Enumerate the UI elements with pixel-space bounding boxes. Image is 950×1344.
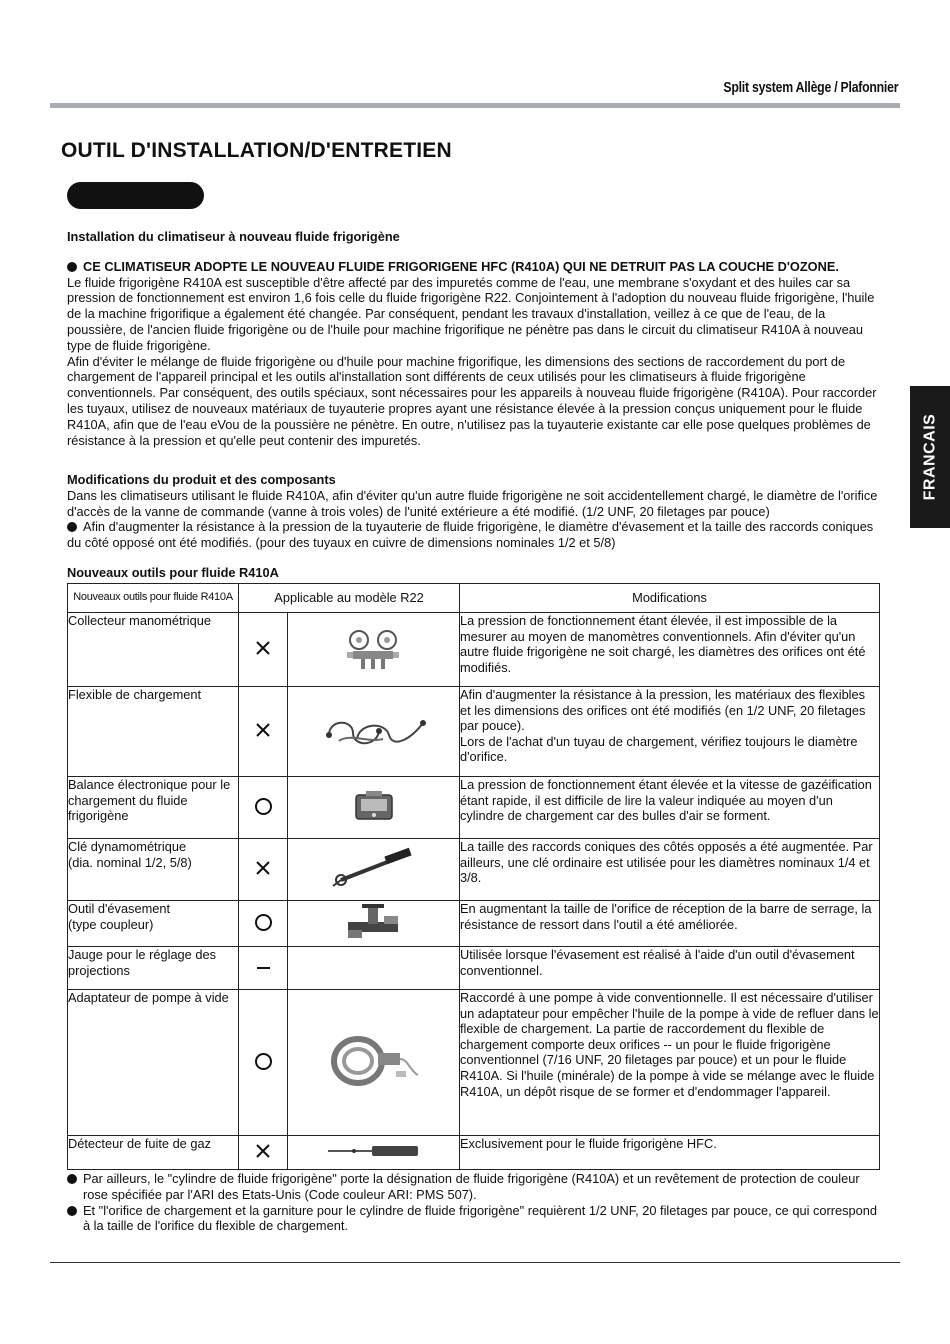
tools-table-heading: Nouveaux outils pour fluide R410A — [67, 565, 279, 580]
charging-hose-icon — [319, 735, 429, 750]
tool-picture — [288, 613, 460, 687]
cross-icon — [256, 861, 270, 878]
bullet-icon — [67, 1174, 77, 1184]
vacuum-pump-adapter-icon — [326, 1079, 422, 1094]
section-pill — [67, 182, 204, 209]
header-tool-name: Nouveaux outils pour fluide R410A — [68, 584, 239, 613]
cross-icon — [256, 641, 270, 658]
tool-modifications: Raccordé à une pompe à vide conventionnelle. Il est nécessaire d'utiliser un adaptateur pour empêcher l'huile de la pompe à vide de refluer dans le flexible de chargement. La partie de raccordement du flexible de chargement comporte deux orifices -- un pour le fluide frigorigène conventionnel (7/16 UNF, 20 filetages par pouce) et un pour le fluide R410A. Si l'huile (minérale) de la pompe à vide se mélange avec le fluide R410A, un dépôt risque de se former et d'endommager l'appareil. — [460, 990, 880, 1136]
tools-table — [67, 583, 880, 1170]
tool-picture — [288, 1136, 460, 1170]
tool-modifications: La pression de fonctionnement étant élevée, il est impossible de la mesurer au moyen de manomètres conventionnels. Afin d'éviter qu'un autre fluide frigorigène ne soit chargé, les diamètres des orifices ont été modifiés. — [460, 613, 880, 687]
circle-icon — [255, 1053, 272, 1070]
not-applicable-mark — [239, 839, 288, 901]
tool-name: Balance électronique pour le chargement du fluide frigorigène — [68, 777, 239, 839]
torque-wrench-icon — [329, 878, 419, 893]
intro-paragraph-2: Afin d'éviter le mélange de fluide frigorigène ou d'huile pour machine frigorifique, les dimensions des sections de raccordement du port de chargement de l'appareil principal et les outils al'installation sont différents de ceux utilisés pour les climatiseurs à fluide frigorigène conventionnels. Par conséquent, des outils spéciaux, sont nécessaires pour les appareils à nouveau fluide frigorigène (R410A). Pour raccorder les tuyaux, utilisez de nouveaux matériaux de tuyauterie propres ayant une résistance élevée à la pression conçus uniquement pour le fluide R410A, afin que de l'eau eVou de la poussière ne pénètre. En outre, n'utilisez pas la tuyauterie existante car elle pose quelques problèmes de résistance à la pression et qu'elle peut contenir des impuretés. — [67, 353, 877, 448]
tool-modifications: En augmentant la taille de l'orifice de réception de la barre de serrage, la résistance de ressort dans l'outil a été améliorée. — [460, 901, 880, 947]
footer-note-1: Par ailleurs, le "cylindre de fluide frigorigène" porte la désignation de fluide frigorigène (R410A) et un revêtement de protection de couleur rose spécifiée par l'ARI des Etats-Unis (Code couleur ARI: PMS 507). — [67, 1171, 885, 1203]
modifications-heading: Modifications du produit et des composants — [67, 472, 336, 487]
bullet-icon — [67, 522, 77, 532]
tool-picture — [288, 901, 460, 947]
tool-picture — [288, 777, 460, 839]
tool-picture — [288, 687, 460, 777]
not-applicable-mark — [239, 687, 288, 777]
table-row — [68, 901, 880, 947]
tool-picture — [288, 990, 460, 1136]
manifold-gauge-icon — [339, 660, 409, 675]
footer-divider — [50, 1262, 900, 1263]
bullet-icon — [67, 1206, 77, 1216]
table-row — [68, 839, 880, 901]
page-title: OUTIL D'INSTALLATION/D'ENTRETIEN — [61, 139, 452, 162]
table-header-row — [68, 584, 880, 613]
not-relevant-mark — [239, 947, 288, 990]
applicable-mark — [239, 990, 288, 1136]
tool-modifications: La taille des raccords coniques des côtés opposés a été augmentée. Par ailleurs, une clé ordinaire est utilisée pour les diamètres nominaux 1/4 et 3/8. — [460, 839, 880, 901]
table-row — [68, 777, 880, 839]
modifications-bullet: Afin d'augmenter la résistance à la pression de la tuyauterie de fluide frigorigène, le diamètre d'évasement et la taille des raccords coniques du côté opposé ont été modifiés. (pour des tuyaux en cuivre de dimensions nominales 1/2 et 5/8) — [67, 519, 874, 551]
header-modifications: Modifications — [460, 584, 880, 613]
tool-name: Outil d'évasement (type coupleur) — [68, 901, 239, 947]
tool-name: Flexible de chargement — [68, 687, 239, 777]
tool-picture — [288, 947, 460, 990]
table-row — [68, 1136, 880, 1170]
applicable-mark — [239, 777, 288, 839]
not-applicable-mark — [239, 613, 288, 687]
header-r22-applicable: Applicable au modèle R22 — [239, 584, 460, 613]
modifications-section — [67, 472, 885, 551]
intro-section — [67, 229, 885, 448]
dash-icon — [257, 967, 270, 969]
tool-name: Jauge pour le réglage des projections — [68, 947, 239, 990]
bullet-icon — [67, 262, 77, 272]
circle-icon — [255, 914, 272, 931]
flaring-tool-icon — [344, 930, 404, 945]
gas-leak-detector-icon — [324, 1147, 424, 1162]
electronic-scale-icon — [352, 811, 396, 826]
applicable-mark — [239, 901, 288, 947]
intro-bullet-heading: CE CLIMATISEUR ADOPTE LE NOUVEAU FLUIDE FRIGORIGENE HFC (R410A) QUI NE DETRUIT PAS LA COUCHE D'OZONE. — [67, 259, 885, 275]
table-row — [68, 613, 880, 687]
intro-paragraph-1: Le fluide frigorigène R410A est susceptible d'être affecté par des impuretés comme de l'eau, une membrane s'oxydant et des huiles car sa pression de fonctionnement est environ 1,6 fois celle du fluide frigorigène R22. Conjointement à l'adoption du nouveau fluide frigorigène, l'huile de la machine frigorifique a également été changée. Par conséquent, pendant les travaux d'installation, veillez à ce que de l'eau, de la poussière, de l'ancien fluide frigorigène ou de l'huile pour machine frigorifique ne pénètre pas dans le circuit du climatiseur R410A à nouveau type de fluide frigorigène. — [67, 274, 875, 353]
cross-icon — [256, 723, 270, 740]
tool-name: Détecteur de fuite de gaz — [68, 1136, 239, 1170]
tool-picture — [288, 839, 460, 901]
table-row — [68, 947, 880, 990]
header-divider — [50, 103, 900, 108]
tool-modifications: Utilisée lorsque l'évasement est réalisé à l'aide d'un outil d'évasement conventionnel. — [460, 947, 880, 990]
intro-heading: Installation du climatiseur à nouveau fluide frigorigène — [67, 229, 400, 244]
cross-icon — [256, 1144, 270, 1161]
tool-modifications: Exclusivement pour le fluide frigorigène HFC. — [460, 1136, 880, 1170]
language-tab — [910, 386, 950, 528]
tool-name: Clé dynamométrique (dia. nominal 1/2, 5/8) — [68, 839, 239, 901]
header-title: Split system Allège / Plafonnier — [723, 79, 898, 96]
table-row — [68, 990, 880, 1136]
not-applicable-mark — [239, 1136, 288, 1170]
footer-notes — [67, 1171, 885, 1234]
footer-note-2: Et "l'orifice de chargement et la garniture pour le cylindre de fluide frigorigène" requièrent 1/2 UNF, 20 filetages par pouce, ce qui correspond à la taille de l'orifice du flexible de chargement. — [67, 1203, 885, 1235]
tool-modifications: La pression de fonctionnement étant élevée et la vitesse de gazéification étant rapide, il est difficile de lire la valeur indiquée au moyen d'un cylindre de chargement car des bulles d'air se forment. — [460, 777, 880, 839]
modifications-paragraph: Dans les climatiseurs utilisant le fluide R410A, afin d'éviter qu'un autre fluide frigorigène ne soit accidentellement chargé, le diamètre de l'orifice d'accès de la vanne de commande (vanne à trois voles) de l'unité extérieure a été modifié. (1/2 UNF, 20 filetages par pouce) — [67, 487, 878, 519]
tool-modifications: Afin d'augmenter la résistance à la pression, les matériaux des flexibles et les dimensions des orifices ont été modifiés (en 1/2 UNF, 20 filetages par pouce). Lors de l'achat d'un tuyau de chargement, vérifiez toujours le diamètre d'orifice. — [460, 687, 880, 777]
tool-name: Adaptateur de pompe à vide — [68, 990, 239, 1136]
tool-name: Collecteur manométrique — [68, 613, 239, 687]
circle-icon — [255, 798, 272, 815]
table-row — [68, 687, 880, 777]
language-tab-label: FRANCAIS — [921, 413, 939, 501]
